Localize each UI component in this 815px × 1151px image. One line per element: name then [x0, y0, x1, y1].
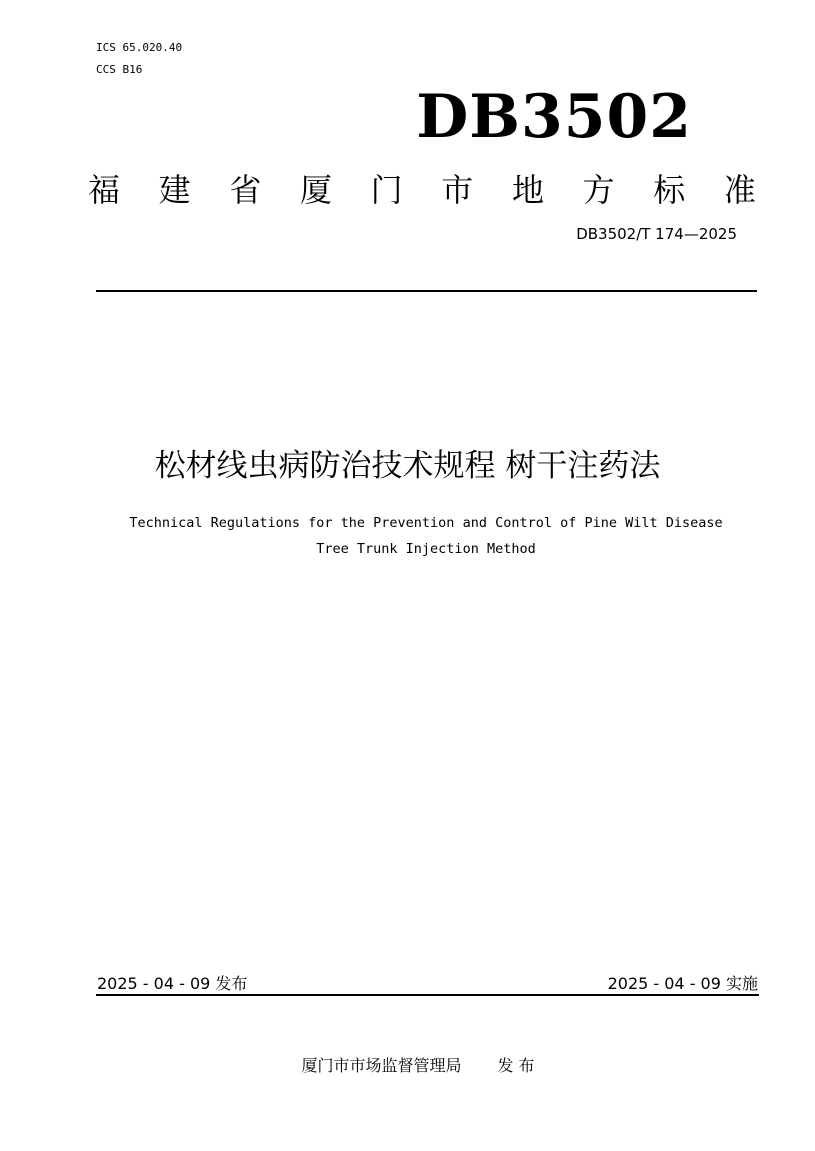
- title-english-line-1: Technical Regulations for the Prevention and Control of Pine Wilt Disease: [129, 515, 723, 531]
- standard-type-char: 方: [582, 171, 615, 209]
- publisher-line: [0, 1053, 815, 1076]
- standard-logo: DB3502: [416, 82, 692, 152]
- standard-type-char: 准: [723, 171, 756, 209]
- ccs-code: CCS B16: [96, 63, 143, 76]
- publisher-name: 厦门市市场监督管理局: [301, 1056, 462, 1075]
- standard-type-char: 市: [441, 171, 474, 209]
- standard-type-char: 厦: [299, 171, 332, 209]
- ics-code: ICS 65.020.40: [96, 41, 183, 54]
- standard-type-char: 省: [229, 171, 262, 209]
- title-english-line-2: Tree Trunk Injection Method: [316, 541, 536, 557]
- issue-date: 2025 - 04 - 09 发布: [97, 974, 248, 993]
- standard-type-char: 标: [653, 171, 686, 209]
- standard-type-char: 地: [511, 171, 544, 209]
- top-divider: [96, 290, 757, 292]
- standard-type-heading: [88, 168, 756, 212]
- standard-type-char: 建: [158, 171, 191, 209]
- bottom-divider: [96, 994, 759, 996]
- standard-number: DB3502/T 174—2025: [576, 225, 737, 243]
- implementation-date: 2025 - 04 - 09 实施: [607, 974, 758, 993]
- standard-type-char: 门: [370, 171, 403, 209]
- title-chinese: 松材线虫病防治技术规程 树干注药法: [154, 448, 661, 484]
- publisher-action: 发 布: [497, 1056, 535, 1075]
- standard-type-char: 福: [88, 171, 121, 209]
